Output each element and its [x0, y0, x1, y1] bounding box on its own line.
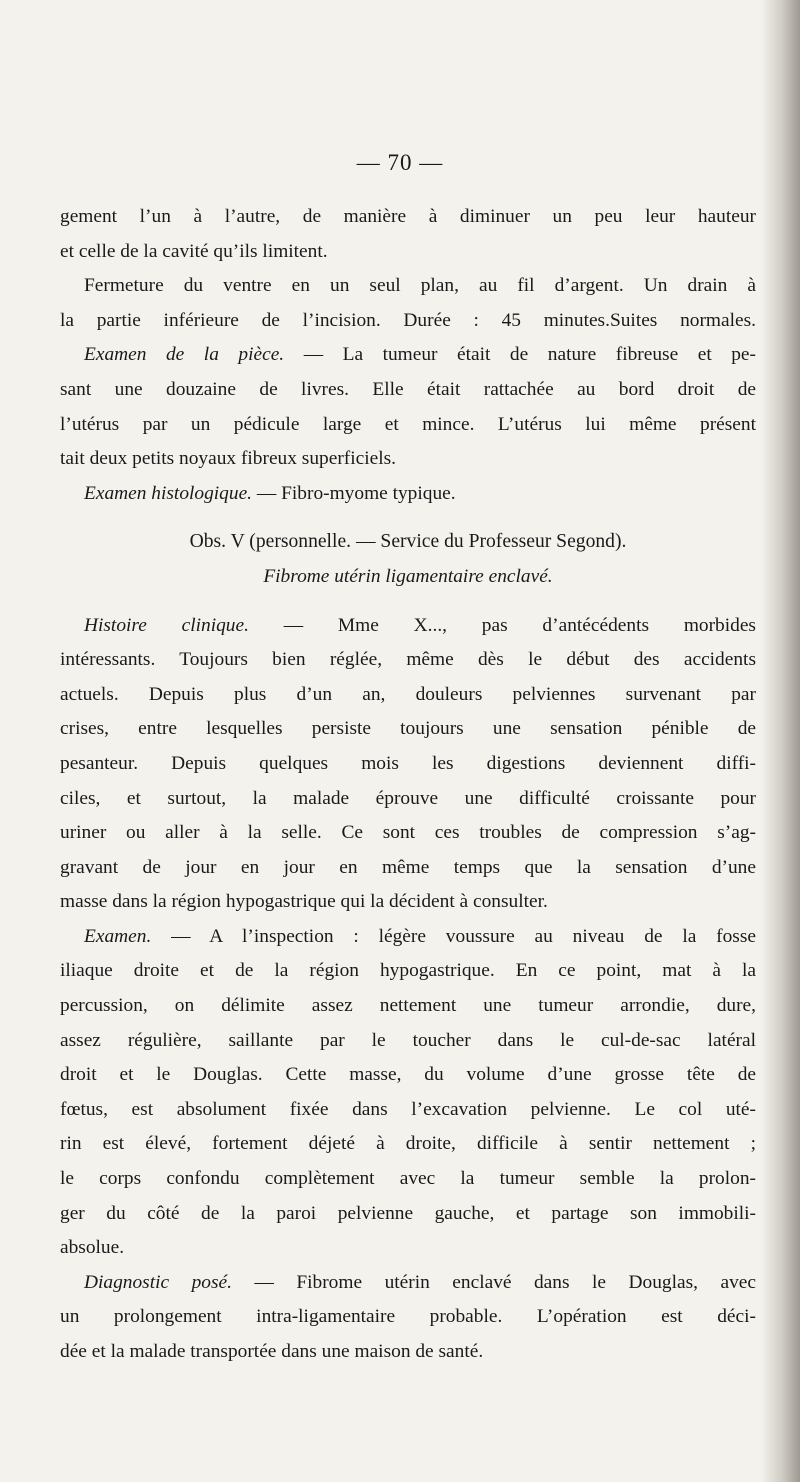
- histoire-text: — Mme X..., pas d’antécédents morbides: [248, 614, 756, 636]
- diagnostic-text: — Fibrome utérin enclavé dans le Douglas, avec: [231, 1271, 756, 1293]
- text-line: et celle de la cavité qu’ils limitent.: [60, 240, 328, 262]
- text-line: intéressants. Toujours bien réglée, même dès le début des accidents: [60, 649, 756, 671]
- text-line: sant une douzaine de livres. Elle était rattachée au bord droit de: [60, 378, 756, 400]
- text-line: gravant de jour en jour en même temps que la sensation d’une: [60, 856, 756, 878]
- histoire-label: Histoire clinique.: [84, 614, 249, 636]
- text-line: tait deux petits noyaux fibreux superficiels.: [60, 448, 397, 470]
- examen-text: — A l’inspection : légère voussure au niveau de la fosse: [151, 925, 756, 947]
- examen-piece-label: Examen de la pièce.: [84, 344, 285, 366]
- text-line: pesanteur. Depuis quelques mois les digestions deviennent diffi-: [60, 752, 756, 774]
- text-line: un prolongement intra-ligamentaire probable. L’opération est déci-: [60, 1306, 756, 1328]
- text-line: iliaque droite et de la région hypogastrique. En ce point, mat à la: [60, 960, 756, 982]
- examen-first-line: [60, 920, 756, 955]
- body-text: [60, 200, 756, 1370]
- text-line: le corps confondu complètement avec la tumeur semble la prolon-: [60, 1168, 756, 1190]
- examen-histo-label: Examen histologique.: [84, 482, 253, 504]
- text-line: rin est élevé, fortement déjeté à droite, difficile à sentir nettement ;: [60, 1133, 756, 1155]
- text-line: dée et la malade transportée dans une maison de santé.: [60, 1341, 484, 1362]
- text-line: fœtus, est absolument fixée dans l’excavation pelvienne. Le col uté-: [60, 1098, 756, 1120]
- binding-shadow: [762, 0, 800, 1482]
- spacer: [60, 595, 756, 609]
- text-line: percussion, on délimite assez nettement une tumeur arrondie, dure,: [60, 995, 756, 1017]
- text-line: droit et le Douglas. Cette masse, du volume d’une grosse tête de: [60, 1064, 756, 1086]
- text-line: absolue.: [60, 1237, 125, 1259]
- text-line: la partie inférieure de l’incision. Durée : 45 minutes.Suites normales.: [60, 309, 756, 331]
- observation-heading: Obs. V (personnelle. — Service du Professeur Segond).: [189, 531, 627, 553]
- examen-label: Examen.: [84, 925, 152, 947]
- text-line: l’utérus par un pédicule large et mince. L’utérus lui même présent: [60, 413, 756, 435]
- text-line: assez régulière, saillante par le toucher dans le cul-de-sac latéral: [60, 1029, 756, 1051]
- examen-histo-text: — Fibro-myome typique.: [252, 482, 456, 504]
- spacer: [60, 511, 756, 525]
- diagnostic-first-line: [60, 1266, 756, 1301]
- diagnostic-label: Diagnostic posé.: [84, 1271, 232, 1293]
- text-line: ciles, et surtout, la malade éprouve une difficulté croissante pour: [60, 787, 756, 809]
- text-line: crises, entre lesquelles persiste toujours une sensation pénible de: [60, 718, 756, 740]
- text-line: Fermeture du ventre en un seul plan, au fil d’argent. Un drain à: [84, 275, 756, 297]
- text-line: masse dans la région hypogastrique qui la décident à consulter.: [60, 891, 548, 913]
- text-line: uriner ou aller à la selle. Ce sont ces troubles de compression s’ag-: [60, 822, 756, 844]
- text-line: ger du côté de la paroi pelvienne gauche, et partage son immobili-: [60, 1202, 756, 1224]
- page-number: — 70 —: [356, 150, 444, 175]
- examen-piece-first-line: [60, 338, 756, 373]
- observation-title: Fibrome utérin ligamentaire enclavé.: [263, 565, 553, 587]
- examen-histo-line: [60, 477, 756, 512]
- histoire-first-line: [60, 609, 756, 644]
- examen-piece-text: — La tumeur était de nature fibreuse et pe-: [284, 344, 756, 366]
- text-line: gement l’un à l’autre, de manière à diminuer un peu leur hauteur: [60, 206, 756, 227]
- text-line: actuels. Depuis plus d’un an, douleurs pelviennes survenant par: [60, 683, 756, 705]
